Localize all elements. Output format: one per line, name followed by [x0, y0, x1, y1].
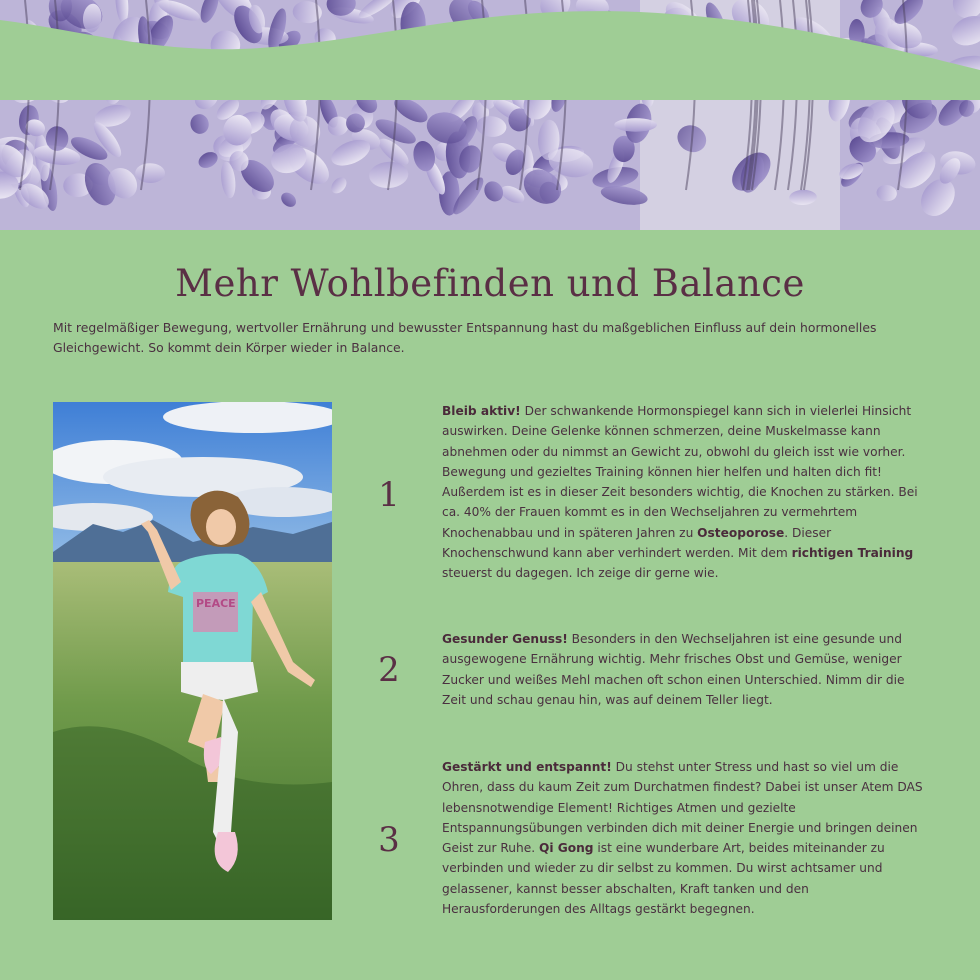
- item-text-2: [442, 629, 929, 710]
- item-highlight: Bleib aktiv!: [442, 404, 521, 418]
- item-highlight: Gesunder Genuss!: [442, 632, 568, 646]
- shirt-text: PEACE: [196, 597, 236, 610]
- item-text-segment: Besonders in den Wechseljahren ist eine gesunde und ausgewogene Ernährung wichtig. Mehr frisches Obst und Gemüse, weniger Zucker und weißes Mehl machen oft schon einen Unterschied. Nimm dir die Zeit und schau genau hin, was auf deinem Teller liegt.: [442, 632, 905, 707]
- intro-paragraph: Mit regelmäßiger Bewegung, wertvoller Ernährung und bewusster Entspannung hast du maßgeblichen Einfluss auf dein hormonelles Gleichgewicht. So kommt dein Körper wieder in Balance.: [53, 320, 877, 355]
- item-text-segment: Der schwankende Hormonspiegel kann sich in vielerlei Hinsicht auswirken. Deine Gelenke können schmerzen, deine Muskelmasse kann abnehmen oder du nimmst an Gewicht zu, obwohl du gleich isst wie vorher. Bewegung und gezieltes Training können hier helfen und halten dich fit! Außerdem ist es in dieser Zeit besonders wichtig, die Knochen zu stärken. Bei ca. 40% der Frauen kommt es in den Wechseljahren zu vermehrtem Knochenabbau und in späteren Jahren zu: [442, 404, 918, 540]
- item-highlight: richtigen Training: [791, 546, 914, 561]
- item-text-3: [442, 757, 929, 919]
- page-title: Mehr Wohlbefinden und Balance: [175, 262, 805, 305]
- item-text-segment: steuerst du dagegen. Ich zeige dir gerne wie.: [442, 566, 719, 581]
- item-highlight: Osteoporose: [697, 525, 785, 540]
- item-text-segment: ist eine wunderbare Art, beides miteinander zu verbinden und wieder zu dir selbst zu kommen. Du wirst achtsamer und gelassener, kannst besser abschalten, Kraft tanken und den Herausforderungen des Alltags gestärkt begegnen.: [442, 841, 885, 917]
- green-wave-divider: [0, 0, 980, 100]
- item-text-segment: Du stehst unter Stress und hast so viel um die Ohren, dass du kaum Zeit zum Durchatmen findest? Dabei ist unser Atem DAS lebensnotwendige Element! Richtiges Atmen und gezielte Entspannungsübungen verbinden dich mit deiner Energie und bringen deinen Geist zur Ruhe.: [442, 760, 923, 856]
- item-text-1: [442, 401, 929, 584]
- item-number-3: 3: [378, 820, 400, 860]
- item-highlight: Gestärkt und entspannt!: [442, 760, 612, 774]
- wisteria-petal: [614, 118, 657, 132]
- item-highlight: Qi Gong: [538, 841, 594, 856]
- item-text-segment: . Dieser Knochenschwund kann aber verhindert werden. Mit dem: [442, 525, 832, 561]
- item-number-2: 2: [378, 650, 400, 690]
- hero-wisteria-image: [0, 0, 980, 230]
- woman-jumping-photo: [53, 402, 332, 920]
- item-number-1: 1: [378, 475, 400, 515]
